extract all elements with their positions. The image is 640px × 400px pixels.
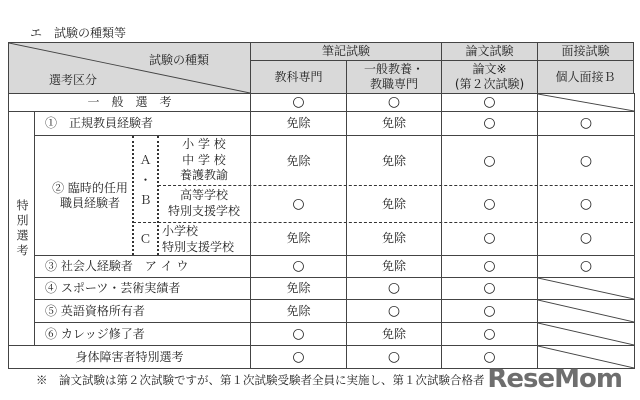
exam-cell-temp-c: [537, 222, 635, 256]
exempt-label: 免除: [286, 281, 311, 295]
required-mark: ○: [387, 94, 401, 110]
required-mark: ○: [579, 152, 593, 169]
diagonal-line: [538, 94, 634, 111]
exam-cell-english: [441, 299, 538, 323]
college-graduate: ⑥ カレッジ修了者: [34, 322, 251, 346]
general-selection: 一 般 選 考: [8, 93, 251, 112]
required-mark: ○: [483, 195, 496, 212]
required-mark: ○: [579, 258, 593, 274]
corner-bottom-label: 選考区分: [49, 73, 98, 87]
required-mark: ○: [579, 115, 593, 131]
required-mark: ○: [292, 325, 305, 342]
sports-arts: ④ スポーツ・芸術実績者: [34, 277, 251, 300]
ab-schools-2: 高等学校 特別支援学校: [167, 188, 240, 218]
required-mark: ○: [387, 280, 401, 296]
required-mark: ○: [579, 195, 593, 212]
exam-cell-sports-arts: [441, 277, 538, 300]
required-mark: ○: [387, 302, 401, 319]
exam-cell-english: [346, 299, 442, 323]
exam-cell-college: [441, 322, 538, 346]
col-general-education: 一般教養・ 教職専門: [346, 60, 442, 94]
working-adult: ③ 社会人経験者 ア イ ウ: [34, 255, 251, 278]
exempt-label: 免除: [286, 231, 311, 245]
col-interview: 個人面接Ｂ: [537, 60, 634, 94]
dotted-divider: [157, 136, 159, 255]
required-mark: ○: [483, 325, 496, 342]
exam-cell-general: [441, 93, 538, 112]
required-mark: ○: [483, 230, 496, 246]
exam-cell-temp-ab-high: [346, 185, 442, 223]
exam-cell-disability: [250, 345, 347, 369]
exempt-label: 免除: [381, 196, 406, 211]
exam-cell-temp-ab-elementary: [441, 135, 538, 186]
exam-cell-temp-c: [346, 222, 442, 256]
temporary-staff-label: ② 臨時的任用 職員経験者: [52, 180, 128, 210]
required-mark: ○: [292, 195, 305, 212]
exam-cell-working-adult: [537, 255, 635, 278]
not-applicable-cell: [537, 299, 635, 323]
written-exam-header: 筆記試験: [250, 42, 442, 61]
exam-cell-college: [346, 322, 442, 346]
exam-cell-regular-teacher: [346, 111, 442, 136]
exempt-label: 免除: [381, 116, 406, 130]
essay-exam-header: 論文試験: [441, 42, 538, 61]
corner-top-label: 試験の種類: [149, 53, 210, 67]
exam-cell-working-adult: [250, 255, 347, 278]
required-mark: ○: [483, 258, 496, 274]
exam-cell-temp-ab-high: [441, 185, 538, 223]
exam-cell-sports-arts: [250, 277, 347, 300]
exam-cell-temp-c: [441, 222, 538, 256]
required-mark: ○: [483, 280, 496, 296]
exempt-label: 免除: [286, 153, 311, 168]
required-mark: ○: [483, 302, 496, 319]
exam-cell-working-adult: [441, 255, 538, 278]
ab-schools-1: 小 学 校 中 学 校 養護教諭: [179, 137, 228, 182]
not-applicable-cell: [537, 322, 635, 346]
c-schools: 小学校 特別支援学校: [162, 224, 235, 254]
exempt-label: 免除: [286, 303, 311, 318]
required-mark: ○: [292, 258, 305, 274]
required-mark: ○: [483, 348, 496, 365]
exam-cell-general: [250, 93, 347, 112]
exempt-label: 免除: [286, 116, 311, 130]
diagonal-line: [538, 278, 634, 299]
required-mark: ○: [483, 115, 496, 131]
required-mark: ○: [292, 94, 305, 110]
exam-cell-regular-teacher: [250, 111, 347, 136]
interview-exam-header: 面接試験: [537, 42, 634, 61]
corner-header: [8, 42, 251, 94]
watermark-logo: ReseMom: [487, 364, 622, 394]
exam-cell-sports-arts: [346, 277, 442, 300]
exam-cell-college: [250, 322, 347, 346]
english-qualified: ⑤ 英語資格所有者: [34, 299, 251, 323]
exam-cell-temp-c: [250, 222, 347, 256]
not-applicable-cell: [537, 277, 635, 300]
exam-cell-disability: [346, 345, 442, 369]
exam-cell-english: [250, 299, 347, 323]
exam-cell-working-adult: [346, 255, 442, 278]
exempt-label: 免除: [381, 259, 406, 273]
required-mark: ○: [483, 152, 496, 169]
group-ab: Ａ ・ Ｂ: [139, 153, 152, 207]
exam-cell-temp-ab-high: [537, 185, 635, 223]
exempt-label: 免除: [381, 231, 406, 245]
required-mark: ○: [292, 348, 305, 365]
disability-selection: 身体障害者特別選考: [8, 345, 251, 369]
exam-cell-regular-teacher: [537, 111, 635, 136]
required-mark: ○: [483, 94, 496, 110]
footnote: ※ 論文試験は第２次試験ですが、第１次試験受験者全員に実施し、第１次試験合格者: [36, 373, 485, 387]
col-essay: 論文※ (第２次試験): [441, 60, 538, 94]
diagonal-line: [538, 300, 634, 322]
exempt-label: 免除: [381, 326, 406, 341]
exam-cell-temp-ab-high: [250, 185, 347, 223]
group-c: Ｃ: [139, 232, 152, 246]
exam-cell-regular-teacher: [441, 111, 538, 136]
exam-cell-temp-ab-elementary: [346, 135, 442, 186]
exempt-label: 免除: [381, 153, 406, 168]
required-mark: ○: [579, 230, 593, 246]
col-subject: 教科専門: [250, 60, 347, 94]
diagonal-line: [9, 43, 250, 93]
special-selection: 特別選考: [8, 111, 35, 346]
regular-teacher: ① 正規教員経験者: [34, 111, 251, 136]
not-applicable-cell: [537, 93, 635, 112]
diagonal-line: [538, 323, 634, 345]
section-title: エ 試験の種類等: [30, 26, 127, 40]
exam-cell-general: [346, 93, 442, 112]
exam-cell-temp-ab-elementary: [250, 135, 347, 186]
exam-cell-temp-ab-elementary: [537, 135, 635, 186]
required-mark: ○: [387, 348, 401, 365]
